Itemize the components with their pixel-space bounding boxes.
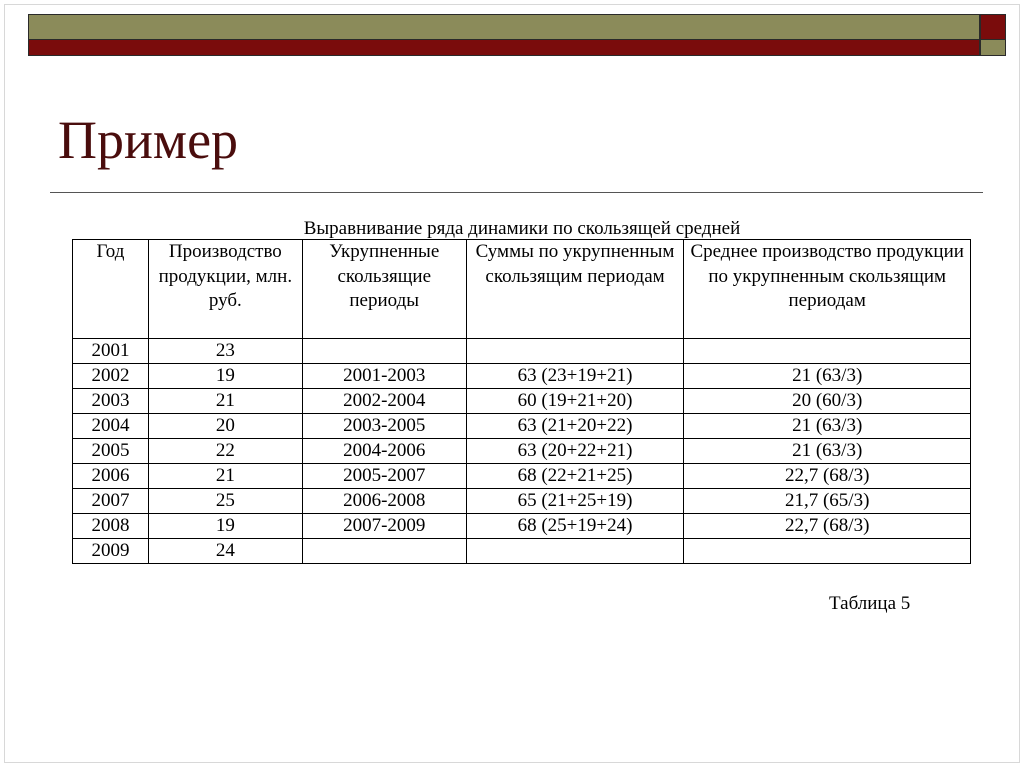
cell-sum: 60 (19+21+20) [466, 389, 684, 414]
corner-olive-square [980, 40, 1006, 56]
header-year: Год [73, 240, 149, 339]
cell-production: 23 [148, 339, 302, 364]
cell-year: 2005 [73, 439, 149, 464]
cell-year: 2004 [73, 414, 149, 439]
cell-average: 21,7 (65/3) [684, 489, 971, 514]
cell-production: 19 [148, 364, 302, 389]
cell-production: 19 [148, 514, 302, 539]
table-header-row [73, 240, 971, 339]
cell-period [302, 539, 466, 564]
table-row [73, 489, 971, 514]
cell-year: 2001 [73, 339, 149, 364]
cell-average [684, 539, 971, 564]
cell-average [684, 339, 971, 364]
header-average: Среднее производство продукции по укрупненным скользящим периодам [684, 240, 971, 339]
cell-sum: 63 (21+20+22) [466, 414, 684, 439]
table-caption: Выравнивание ряда динамики по скользящей средней [303, 218, 741, 239]
cell-year: 2008 [73, 514, 149, 539]
cell-average: 21 (63/3) [684, 439, 971, 464]
cell-average: 21 (63/3) [684, 414, 971, 439]
cell-production: 24 [148, 539, 302, 564]
cell-average: 22,7 (68/3) [684, 514, 971, 539]
red-stripe [28, 40, 980, 56]
olive-stripe [28, 14, 980, 40]
cell-production: 21 [148, 389, 302, 414]
cell-year: 2007 [73, 489, 149, 514]
cell-sum [466, 339, 684, 364]
table-row [73, 464, 971, 489]
cell-period: 2001-2003 [302, 364, 466, 389]
cell-average: 20 (60/3) [684, 389, 971, 414]
moving-average-table [72, 239, 971, 564]
cell-production: 20 [148, 414, 302, 439]
cell-production: 22 [148, 439, 302, 464]
cell-year: 2006 [73, 464, 149, 489]
header-sums: Суммы по укрупненным скользящим периодам [466, 240, 684, 339]
cell-production: 25 [148, 489, 302, 514]
header-decoration-bar [28, 14, 980, 56]
cell-period: 2006-2008 [302, 489, 466, 514]
cell-year: 2009 [73, 539, 149, 564]
table-row [73, 339, 971, 364]
cell-sum: 63 (20+22+21) [466, 439, 684, 464]
table-body [73, 339, 971, 564]
cell-sum [466, 539, 684, 564]
header-production: Производство продукции, млн. руб. [148, 240, 302, 339]
cell-period: 2004-2006 [302, 439, 466, 464]
table-row [73, 414, 971, 439]
slide-title: Пример [58, 110, 239, 170]
table-row [73, 389, 971, 414]
cell-period: 2003-2005 [302, 414, 466, 439]
cell-sum: 68 (22+21+25) [466, 464, 684, 489]
cell-production: 21 [148, 464, 302, 489]
cell-sum: 68 (25+19+24) [466, 514, 684, 539]
corner-red-square [980, 14, 1006, 40]
cell-average: 21 (63/3) [684, 364, 971, 389]
cell-period: 2002-2004 [302, 389, 466, 414]
cell-average: 22,7 (68/3) [684, 464, 971, 489]
cell-period: 2005-2007 [302, 464, 466, 489]
title-divider [50, 192, 983, 193]
table-row [73, 514, 971, 539]
header-periods: Укрупненные скользящие периоды [302, 240, 466, 339]
cell-sum: 65 (21+25+19) [466, 489, 684, 514]
table-row [73, 539, 971, 564]
table-number-label: Таблица 5 [829, 593, 911, 614]
cell-period [302, 339, 466, 364]
table-row [73, 364, 971, 389]
cell-sum: 63 (23+19+21) [466, 364, 684, 389]
cell-period: 2007-2009 [302, 514, 466, 539]
table-row [73, 439, 971, 464]
cell-year: 2003 [73, 389, 149, 414]
cell-year: 2002 [73, 364, 149, 389]
